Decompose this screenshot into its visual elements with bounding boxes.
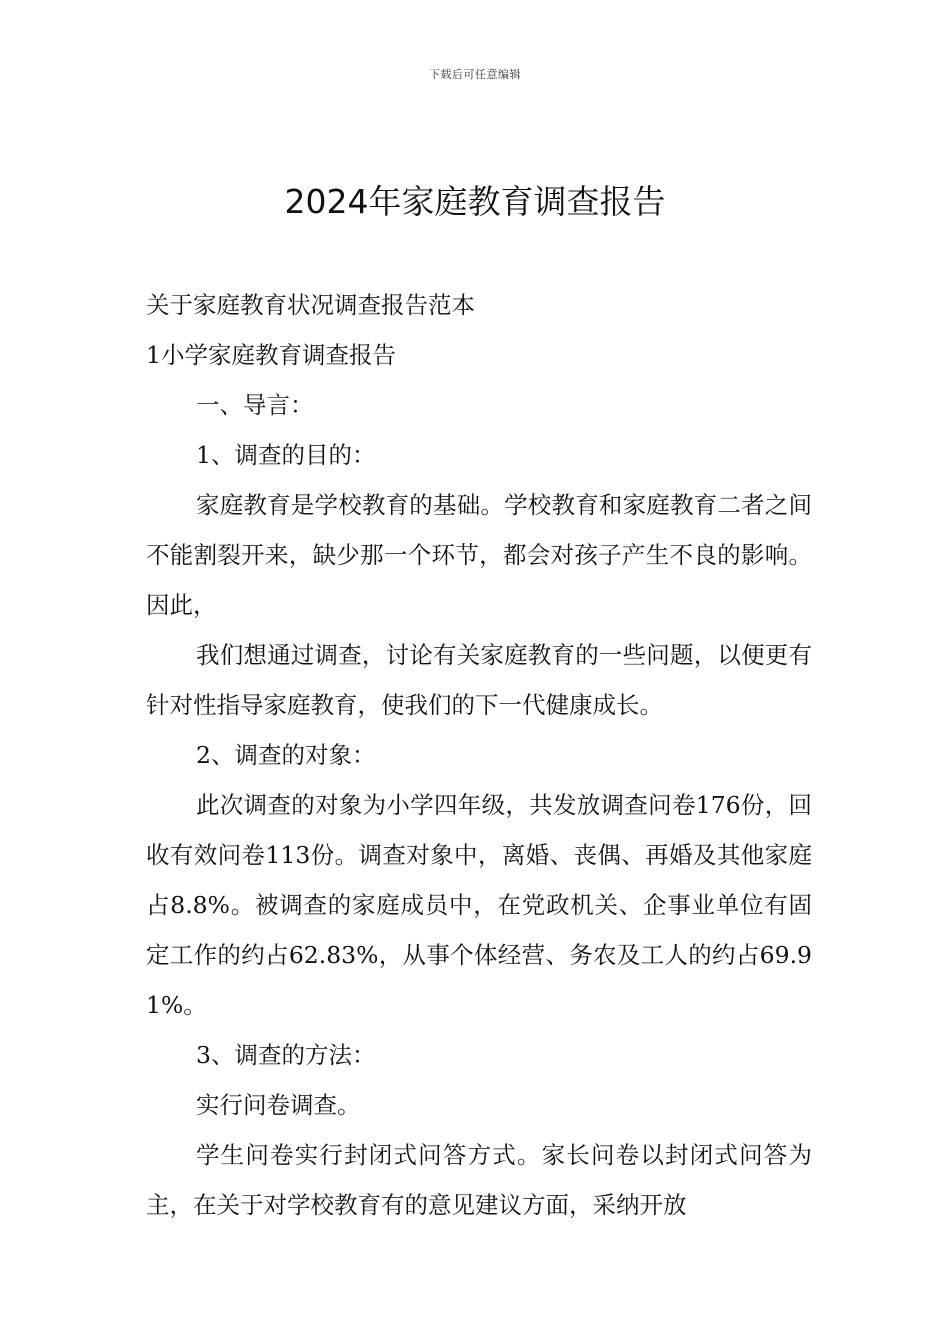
paragraph-section-heading: 1小学家庭教育调查报告 <box>146 341 396 369</box>
paragraph-purpose-body: 家庭教育是学校教育的基础。学校教育和家庭教育二者之间不能割裂开来，缺少那一个环节，都会对孩子产生不良的影响。因此， <box>146 491 812 619</box>
paragraph-subjects-heading: 2、调查的对象： <box>196 741 376 769</box>
document-body <box>146 280 812 1230</box>
paragraph-intro-heading: 一、导言： <box>196 391 314 419</box>
paragraph-method-heading: 3、调查的方法： <box>196 1041 376 1069</box>
paragraph-subtitle: 关于家庭教育状况调查报告范本 <box>146 291 475 319</box>
paragraph-purpose-continued: 我们想通过调查，讨论有关家庭教育的一些问题，以便更有针对性指导家庭教育，使我们的下一代健康成长。 <box>146 641 812 719</box>
paragraph-method-detail: 学生问卷实行封闭式问答方式。家长问卷以封闭式问答为主，在关于对学校教育有的意见建议方面，采纳开放 <box>146 1141 812 1219</box>
document-title: 2024年家庭教育调查报告 <box>284 182 666 221</box>
paragraph-subjects-body: 此次调查的对象为小学四年级，共发放调查问卷176份，回收有效问卷113份。调查对象中，离婚、丧偶、再婚及其他家庭占8.8%。被调查的家庭成员中，在党政机关、企事业单位有固定工作的约占62.83%，从事个体经营、务农及工人的约占69.91%。 <box>146 791 812 1019</box>
header-note: 下载后可任意编辑 <box>429 68 521 81</box>
paragraph-purpose-heading: 1、调查的目的： <box>196 441 376 469</box>
paragraph-method-body: 实行问卷调查。 <box>196 1091 361 1119</box>
